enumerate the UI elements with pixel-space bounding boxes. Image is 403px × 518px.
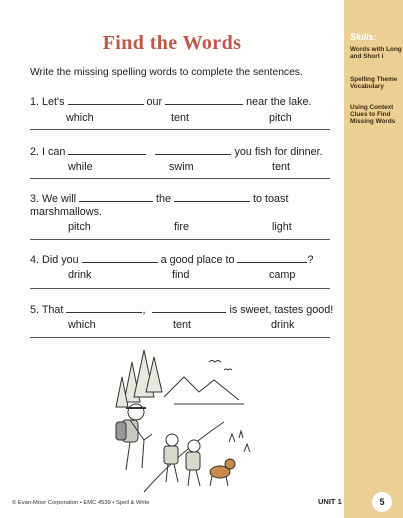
divider xyxy=(30,129,330,130)
word-choice: pitch xyxy=(269,112,292,124)
copyright: © Evan-Moor Corporation • EMC 4539 • Spell & Write xyxy=(12,500,150,506)
divider xyxy=(30,288,330,289)
word-choice: tent xyxy=(173,319,192,331)
sentence-part: you fish for dinner. xyxy=(234,146,323,158)
instructions: Write the missing spelling words to complete the sentences. xyxy=(30,67,303,78)
sentence-part: near the lake. xyxy=(246,96,312,108)
skills-sidebar xyxy=(344,0,403,518)
question-1 xyxy=(30,96,312,108)
word-choice: drink xyxy=(68,269,92,281)
page-title: Find the Words xyxy=(102,32,242,54)
answer-blank[interactable] xyxy=(155,146,231,155)
word-choice: drink xyxy=(271,319,295,331)
word-choice: which xyxy=(68,319,96,331)
skill-item: Using Context Clues to Find Missing Words xyxy=(350,104,396,126)
word-choice: swim xyxy=(169,161,194,173)
sentence-part: our xyxy=(146,96,163,108)
sentence-part: Did you xyxy=(42,254,79,266)
sentence-part: I can xyxy=(42,146,66,158)
word-choice: which xyxy=(66,112,94,124)
sentence-part: Let's xyxy=(42,96,65,108)
divider xyxy=(30,337,330,338)
word-choice: tent xyxy=(171,112,190,124)
answer-blank[interactable] xyxy=(237,254,307,263)
sentence-part: the xyxy=(156,193,172,205)
question-number: 5. xyxy=(30,304,40,316)
word-choice: tent xyxy=(272,161,291,173)
question-number: 4. xyxy=(30,254,40,266)
word-choice: camp xyxy=(269,269,296,281)
sentence-part: ? xyxy=(307,254,314,266)
sentence-part: is sweet, tastes good! xyxy=(229,304,334,316)
answer-blank[interactable] xyxy=(174,193,250,202)
sentence-part: a good place to xyxy=(160,254,235,266)
sentence-part: , xyxy=(142,304,146,316)
answer-blank[interactable] xyxy=(79,193,153,202)
answer-blank[interactable] xyxy=(82,254,158,263)
question-2 xyxy=(30,146,323,158)
question-3 xyxy=(30,193,288,205)
sentence-part: That xyxy=(41,304,64,316)
sentence-part: We will xyxy=(42,193,77,205)
skills-heading: Skills: xyxy=(350,32,377,42)
answer-blank[interactable] xyxy=(68,96,144,105)
sentence-part: to toast xyxy=(253,193,289,205)
divider xyxy=(30,239,330,240)
sentence-part: marshmallows. xyxy=(30,206,102,218)
word-choice: find xyxy=(172,269,190,281)
camping-illustration xyxy=(104,342,254,502)
page-number: 5 xyxy=(372,492,392,512)
answer-blank[interactable] xyxy=(165,96,243,105)
word-choice: pitch xyxy=(68,221,91,233)
word-choice: while xyxy=(68,161,93,173)
answer-blank[interactable] xyxy=(68,146,146,155)
unit-label: UNIT 1 xyxy=(318,497,342,506)
question-number: 1. xyxy=(30,96,40,108)
word-choice: light xyxy=(272,221,292,233)
question-4 xyxy=(30,254,313,266)
answer-blank[interactable] xyxy=(66,304,142,313)
skill-item: Spelling Theme Vocabulary xyxy=(350,76,398,91)
word-choice: fire xyxy=(174,221,189,233)
question-number: 3. xyxy=(30,193,40,205)
question-number: 2. xyxy=(30,146,40,158)
question-5 xyxy=(30,304,333,316)
skill-item: Words with Long and Short i xyxy=(350,46,402,61)
answer-blank[interactable] xyxy=(152,304,226,313)
divider xyxy=(30,178,330,179)
